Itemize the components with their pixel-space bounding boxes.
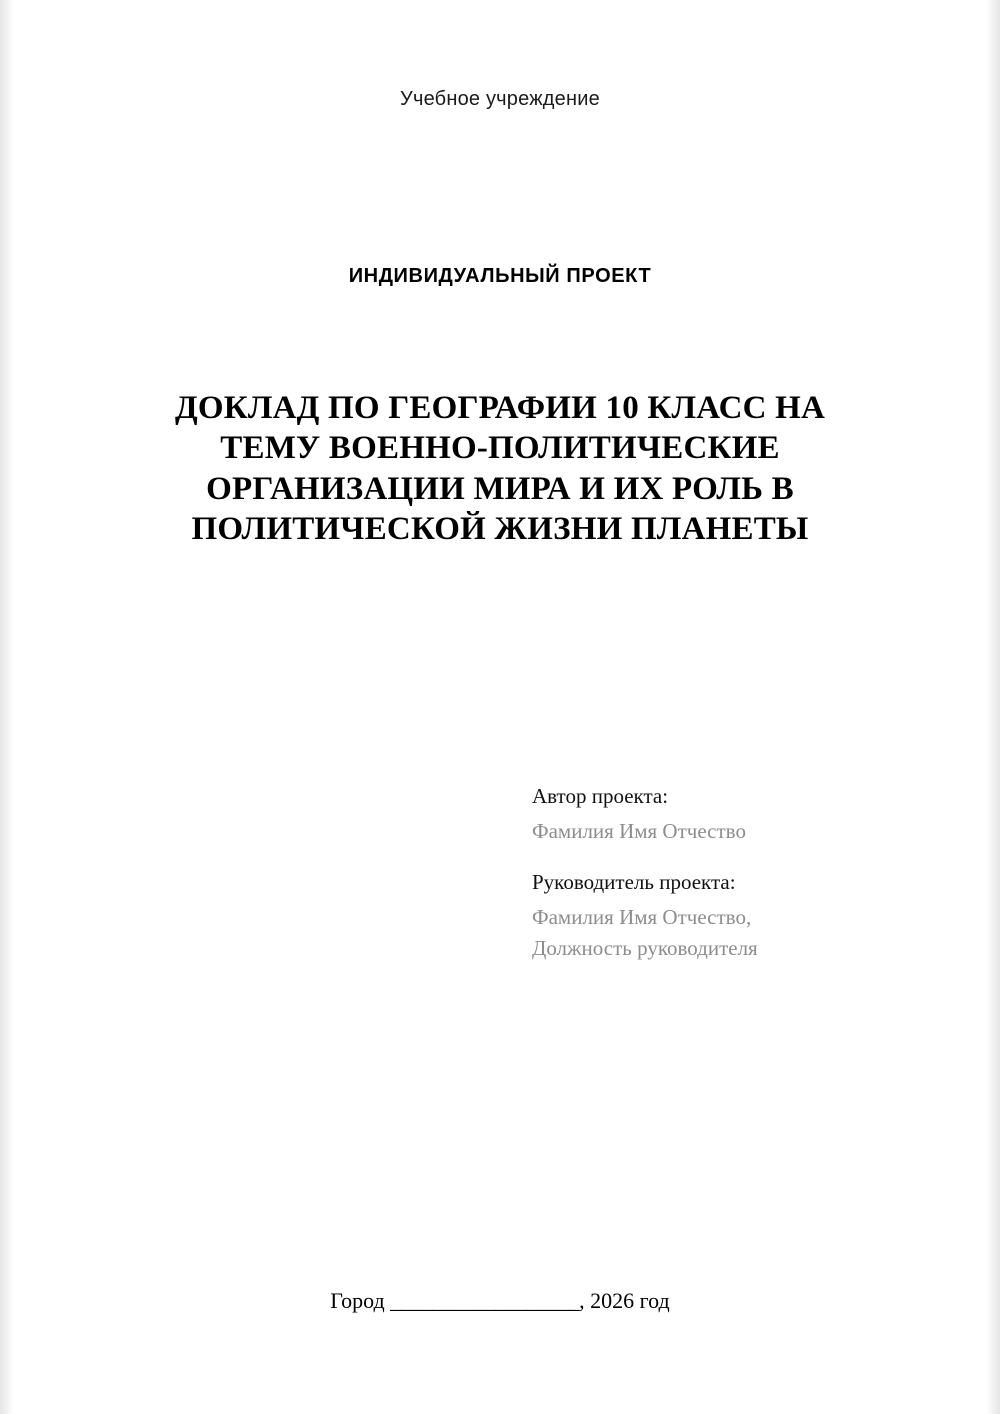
city-label: Город [330,1288,385,1313]
page-title: ДОКЛАД ПО ГЕОГРАФИИ 10 КЛАСС НА ТЕМУ ВОЕННО-ПОЛИТИЧЕСКИЕ ОРГАНИЗАЦИИ МИРА И ИХ РОЛЬ В ПОЛИТИЧЕСКОЙ ЖИЗНИ ПЛАНЕТЫ [174,390,826,547]
supervisor-value-name: Фамилия Имя Отчество, [532,905,752,929]
author-label: Автор проекта: [532,784,669,808]
supervisor-value-position: Должность руководителя [532,936,758,960]
institution-name: Учебное учреждение [400,88,600,110]
footer-city-year [0,1288,1000,1314]
credits-block [532,786,932,989]
year-label: , 2026 год [579,1288,670,1313]
city-blank-line: __________________ [390,1288,580,1313]
supervisor-label: Руководитель проекта: [532,870,736,894]
author-block [532,786,932,842]
supervisor-block [532,872,932,959]
document-type: ИНДИВИДУАЛЬНЫЙ ПРОЕКТ [348,265,652,287]
author-value: Фамилия Имя Отчество [532,819,746,843]
